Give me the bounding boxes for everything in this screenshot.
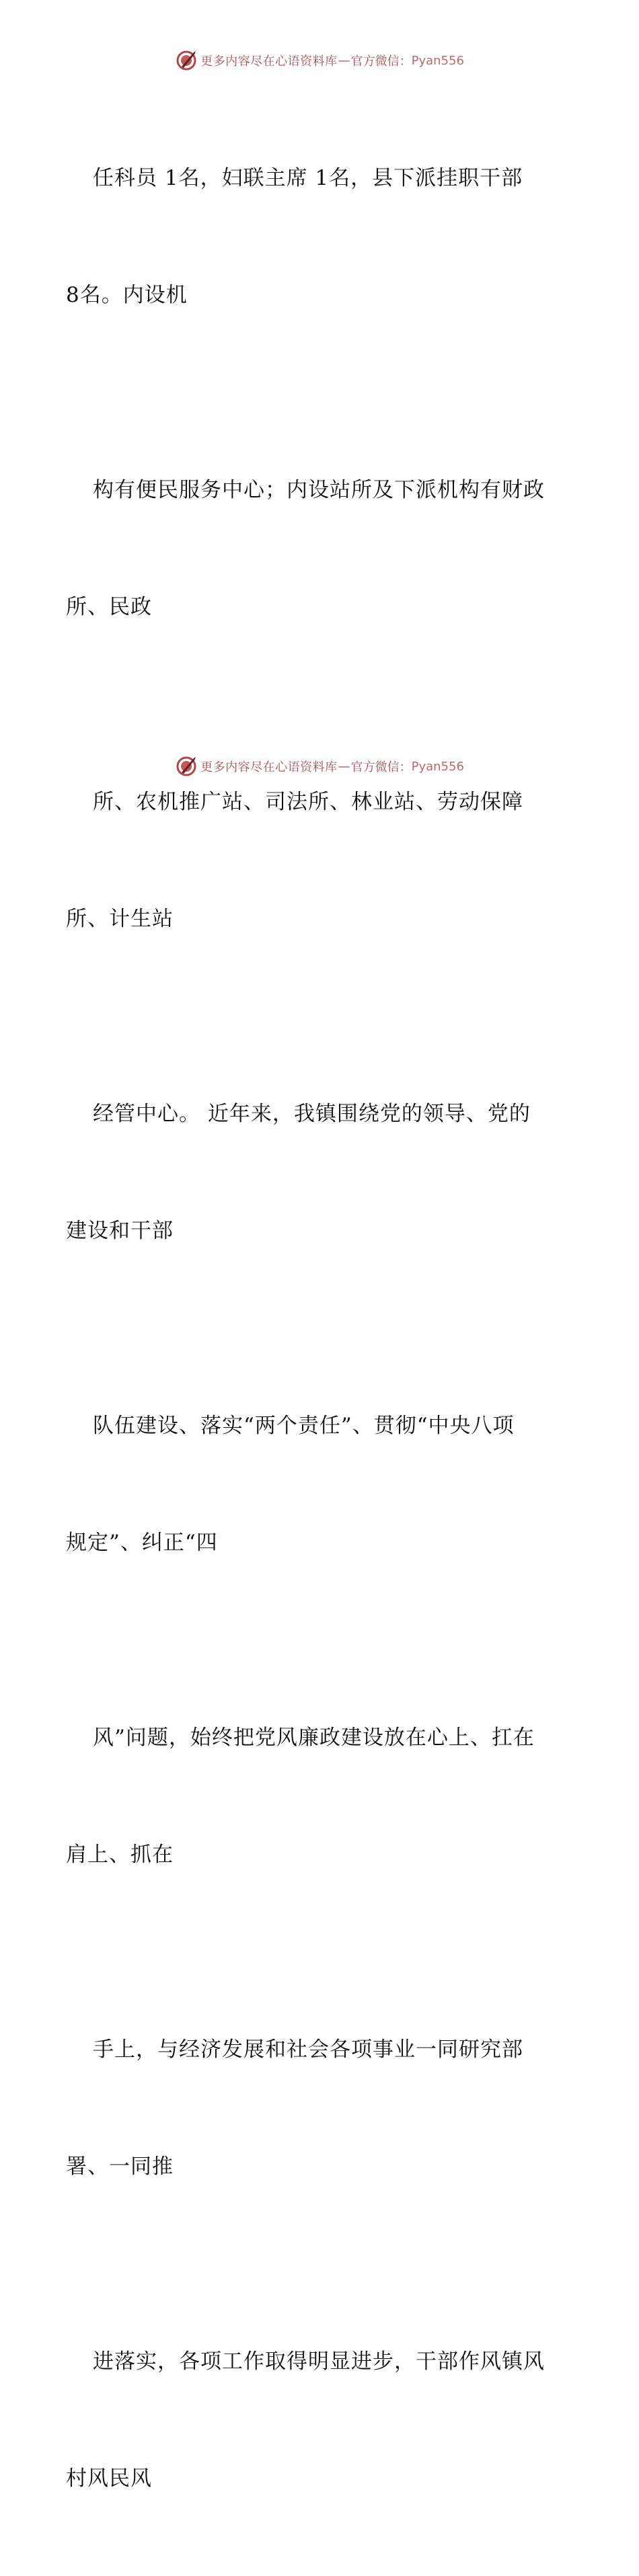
text-line — [66, 1328, 577, 1640]
banner-brand-text: 更多内容尽在心语资料库 — [200, 760, 338, 774]
line-wrap-segment: 署、一同推 — [66, 2155, 174, 2179]
text-line — [66, 2264, 577, 2576]
line-wrap-segment: 所、计生站 — [66, 907, 174, 931]
line-first-segment: 风”问题，始终把党风廉政建设放在心上、扛在 — [93, 1726, 535, 1750]
banner-wechat-label: 官方微信： — [350, 760, 412, 774]
line-wrap-segment: 所、民政 — [66, 595, 152, 619]
line-wrap-segment: 村风民风 — [66, 2466, 152, 2491]
line-first-segment: 所、农机推广站、司法所、林业站、劳动保障 — [93, 790, 523, 814]
banner-separator: — — [338, 759, 350, 774]
line-first-segment: 队伍建设、落实“两个责任”、贯彻“中央八项 — [93, 1414, 515, 1438]
line-first-segment: 构有便民服务中心；内设站所及下派机构有财政 — [93, 478, 545, 502]
line-wrap-segment: 8名。内设机 — [66, 283, 188, 307]
quill-seal-icon — [175, 49, 198, 72]
text-line — [66, 1640, 577, 1952]
text-line — [66, 705, 577, 1016]
line-wrap-segment: 建设和干部 — [66, 1219, 174, 1243]
text-line — [66, 1952, 577, 2264]
banner-brand-text: 更多内容尽在心语资料库 — [200, 54, 338, 69]
banner-account: Pyan556 — [411, 53, 464, 68]
banner-account: Pyan556 — [411, 759, 464, 774]
footer-banner — [0, 754, 639, 778]
text-line — [66, 1016, 577, 1328]
line-first-segment: 任科员 1名，妇联主席 1名，县下派挂职干部 — [93, 166, 523, 190]
line-wrap-segment: 肩上、抓在 — [66, 1843, 174, 1867]
document-body — [66, 81, 577, 2576]
line-wrap-segment: 规定”、纠正“四 — [66, 1531, 218, 1555]
banner-wechat-label: 官方微信： — [350, 54, 412, 69]
text-line — [66, 81, 577, 393]
line-first-segment: 手上，与经济发展和社会各项事业一同研究部 — [93, 2038, 523, 2062]
line-first-segment: 经管中心。 近年来，我镇围绕党的领导、党的 — [93, 1102, 531, 1126]
text-line — [66, 393, 577, 705]
banner-separator: — — [338, 53, 350, 68]
header-banner — [0, 48, 639, 73]
line-first-segment: 进落实，各项工作取得明显进步，干部作风镇风 — [93, 2349, 545, 2374]
quill-seal-icon — [175, 755, 198, 778]
